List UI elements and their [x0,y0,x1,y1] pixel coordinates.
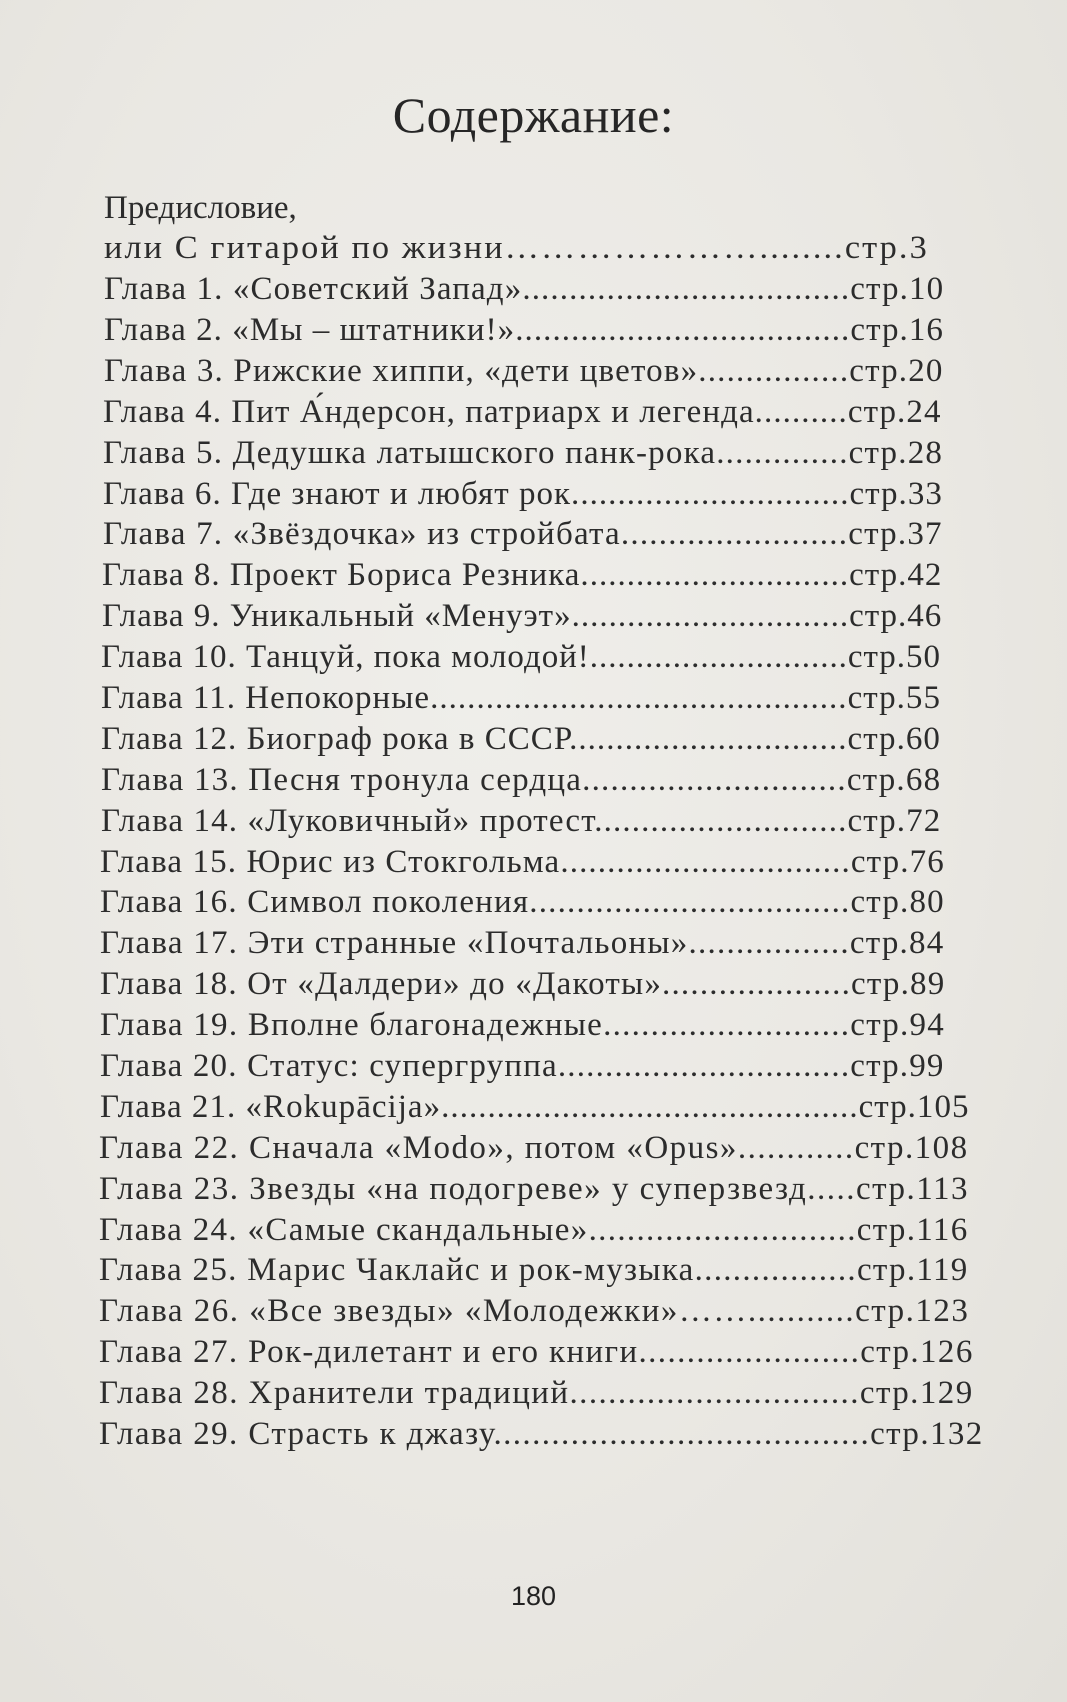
toc-entry: Глава 22. Сначала «Modo», потом «Opus»............стр.108 [99,1130,969,1166]
toc-entry: Глава 5. Дедушка латышского панк-рока..............стр.28 [103,435,944,471]
toc-entry: или С гитарой по жизни…………………........стр.3 [104,230,929,266]
toc-entry: Глава 1. «Советский Запад»...................................стр.10 [104,271,945,307]
toc-entry: Глава 10. Танцуй, пока молодой!............................стр.50 [101,639,941,675]
toc-entry: Глава 19. Вполне благонадежные..........................стр.94 [100,1007,946,1043]
toc-entry: Глава 3. Рижские хиппи, «дети цветов»................стр.20 [104,353,944,389]
toc-entry: Глава 7. «Звёздочка» из стройбата........................стр.37 [103,516,943,552]
toc-entry: Глава 9. Уникальный «Менуэт»..............................стр.46 [102,598,943,634]
toc-preface-line: Предисловие, [104,190,297,226]
toc-entry: Глава 17. Эти странные «Почтальоны».................стр.84 [100,925,945,961]
page-number: 180 [510,1581,557,1611]
toc-entry: Глава 15. Юрис из Стокгольма...............................стр.76 [100,844,945,880]
toc-entry: Глава 16. Символ поколения..................................стр.80 [100,884,945,920]
toc-entry: Глава 13. Песня тронула сердца............................стр.68 [101,762,942,798]
toc-entry: Глава 28. Хранители традиций..............................стр.129 [99,1375,974,1411]
toc-entry: Глава 23. Звезды «на подогреве» у суперзвезд.....стр.113 [99,1171,970,1207]
toc-entry: Глава 21. «Rokupācija».............................................стр.105 [100,1089,970,1125]
toc-entry: Глава 29. Страсть к джазу.......................................стр.132 [99,1416,984,1452]
toc-entry: Глава 25. Марис Чаклайс и рок-музыка.................стр.119 [99,1252,969,1288]
toc-entry: Глава 24. «Самые скандальные»............................стр.116 [99,1212,969,1248]
toc-entry: Глава 6. Где знают и любят рок..............................стр.33 [103,476,943,512]
toc-entry: Глава 4. Пит А́ндерсон, патриарх и легенда..........стр.24 [103,394,942,430]
toc-entry: Глава 11. Непокорные.............................................стр.55 [101,680,941,716]
toc-entry: Глава 20. Статус: супергруппа...............................стр.99 [100,1048,945,1084]
toc-entry: Глава 18. От «Далдери» до «Дакоты»....................стр.89 [100,966,946,1002]
toc-entry: Глава 27. Рок-дилетант и его книги.......................стр.126 [99,1334,974,1370]
page-title: Содержание: [392,87,675,143]
toc-entry: Глава 26. «Все звезды» «Молодежки»……...........стр.123 [99,1293,970,1329]
toc-entry: Глава 14. «Луковичный» протест...........................стр.72 [101,803,942,839]
toc-entry: Глава 12. Биограф рока в СССР..............................стр.60 [101,721,941,757]
toc-entry: Глава 8. Проект Бориса Резника.............................стр.42 [102,557,943,593]
toc-entry: Глава 2. «Мы – штатники!»....................................стр.16 [104,312,944,348]
